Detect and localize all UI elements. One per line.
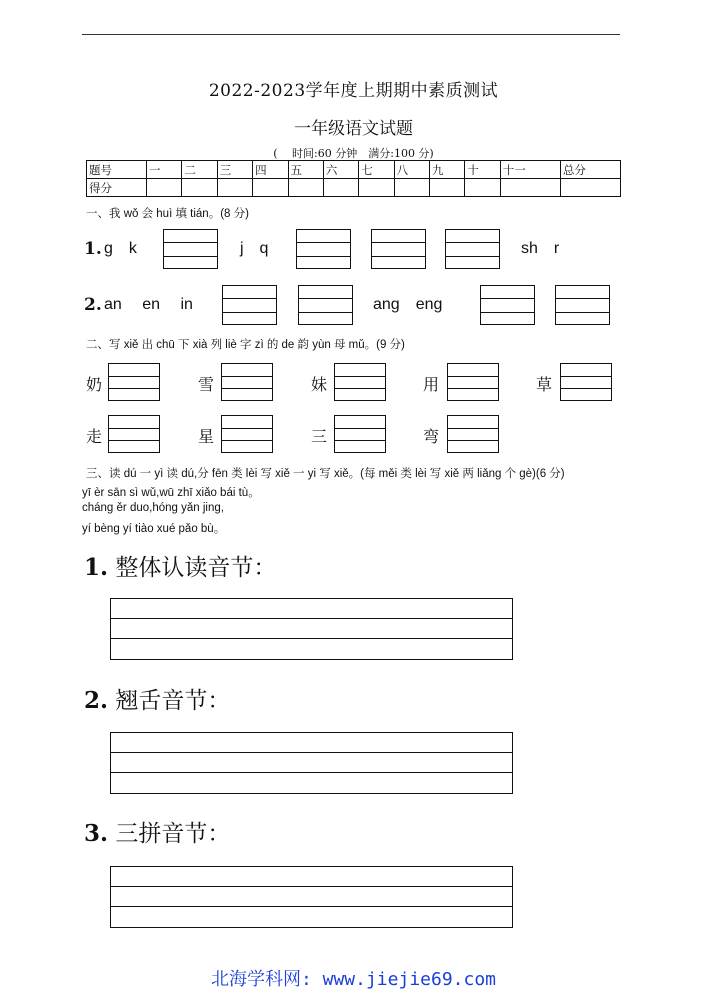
score-cell: 三 (217, 161, 252, 179)
score-cell: 一 (147, 161, 182, 179)
score-cell: 十一 (500, 161, 560, 179)
score-input[interactable] (323, 179, 358, 197)
final-writing-box[interactable] (221, 415, 273, 453)
item2-label: 翘舌音节： (115, 688, 231, 714)
score-table-header-row (87, 161, 621, 179)
char-label: 奶 (86, 375, 103, 394)
pinyin-writing-box[interactable] (163, 229, 218, 269)
section1-row2-number: 2. (84, 295, 102, 315)
passage-line: yí bèng yí tiào xué pǎo bù。 (82, 523, 226, 535)
score-label: 得分 (87, 179, 147, 197)
section1-instruction: 一、我 wǒ 会 huì 填 tián。(8 分) (86, 208, 249, 220)
score-input[interactable] (288, 179, 323, 197)
score-input[interactable] (182, 179, 217, 197)
score-cell: 五 (288, 161, 323, 179)
section1-row1-letters-left: g k (104, 240, 137, 257)
section3-instruction: 三、读 dú 一 yì 读 dú,分 fēn 类 lèi 写 xiě 一 yi 写 xiě。(每 měi 类 lèi 写 xiě 两 liǎng 个 gè)(6 分) (86, 468, 565, 480)
final-writing-box[interactable] (447, 363, 499, 401)
score-cell: 七 (359, 161, 394, 179)
score-cell: 八 (394, 161, 429, 179)
pinyin-writing-box[interactable] (222, 285, 277, 325)
item2-number: 2. (84, 687, 109, 714)
score-table (86, 160, 621, 197)
section1-row1-letters-mid: j q (240, 240, 269, 257)
section1-row2-letters-mid: ang eng (373, 296, 443, 313)
answer-lines-box[interactable] (110, 598, 513, 660)
score-input[interactable] (217, 179, 252, 197)
score-cell: 四 (253, 161, 288, 179)
footer-watermark: 北海学科网: www.jiejie69.com (210, 969, 497, 990)
time-info: ( 时间:60 分钟 满分:100 分) (273, 147, 434, 160)
score-input[interactable] (359, 179, 394, 197)
score-cell: 九 (430, 161, 465, 179)
passage-line: cháng ěr duo,hóng yǎn jing, (82, 502, 224, 514)
score-input[interactable] (430, 179, 465, 197)
answer-lines-box[interactable] (110, 866, 513, 928)
pinyin-writing-box[interactable] (555, 285, 610, 325)
item2-title (84, 682, 230, 715)
pinyin-writing-box[interactable] (298, 285, 353, 325)
score-input[interactable] (147, 179, 182, 197)
score-cell: 总分 (560, 161, 620, 179)
char-label: 妹 (311, 375, 328, 394)
score-cell: 题号 (87, 161, 147, 179)
passage-line: yī èr sān sì wǔ,wū zhī xiǎo bái tù。 (82, 487, 260, 499)
final-writing-box[interactable] (108, 363, 160, 401)
char-label: 走 (86, 427, 103, 446)
final-writing-box[interactable] (447, 415, 499, 453)
section1-row1-number: 1. (84, 239, 102, 259)
final-writing-box[interactable] (221, 363, 273, 401)
score-table-score-row (87, 179, 621, 197)
score-input[interactable] (253, 179, 288, 197)
char-label: 雪 (198, 375, 215, 394)
pinyin-writing-box[interactable] (445, 229, 500, 269)
item1-title (84, 549, 276, 582)
item3-number: 3. (84, 820, 109, 847)
char-label: 草 (536, 375, 553, 394)
char-label: 三 (311, 427, 328, 446)
score-input[interactable] (465, 179, 500, 197)
score-cell: 十 (465, 161, 500, 179)
char-label: 星 (198, 427, 215, 446)
pinyin-writing-box[interactable] (371, 229, 426, 269)
char-label: 弯 (423, 427, 440, 446)
answer-lines-box[interactable] (110, 732, 513, 794)
final-writing-box[interactable] (108, 415, 160, 453)
score-input[interactable] (560, 179, 620, 197)
score-input[interactable] (394, 179, 429, 197)
score-cell: 六 (323, 161, 358, 179)
section1-row1-letters-right: sh r (521, 240, 560, 257)
item1-number: 1. (84, 554, 109, 581)
score-cell: 二 (182, 161, 217, 179)
char-label: 用 (423, 375, 440, 394)
exam-title: 2022-2023学年度上期期中素质测试 (208, 81, 499, 101)
section1-row2-letters-left: an en in (104, 296, 193, 313)
pinyin-writing-box[interactable] (480, 285, 535, 325)
final-writing-box[interactable] (560, 363, 612, 401)
final-writing-box[interactable] (334, 415, 386, 453)
top-rule (82, 34, 620, 35)
pinyin-writing-box[interactable] (296, 229, 351, 269)
final-writing-box[interactable] (334, 363, 386, 401)
section2-instruction: 二、写 xiě 出 chū 下 xià 列 liè 字 zì 的 de 韵 yùn 母 mǔ。(9 分) (86, 339, 405, 351)
item1-label: 整体认读音节： (115, 555, 277, 581)
item3-title (84, 815, 230, 848)
score-input[interactable] (500, 179, 560, 197)
item3-label: 三拼音节： (115, 821, 231, 847)
exam-subtitle: 一年级语文试题 (294, 119, 413, 139)
